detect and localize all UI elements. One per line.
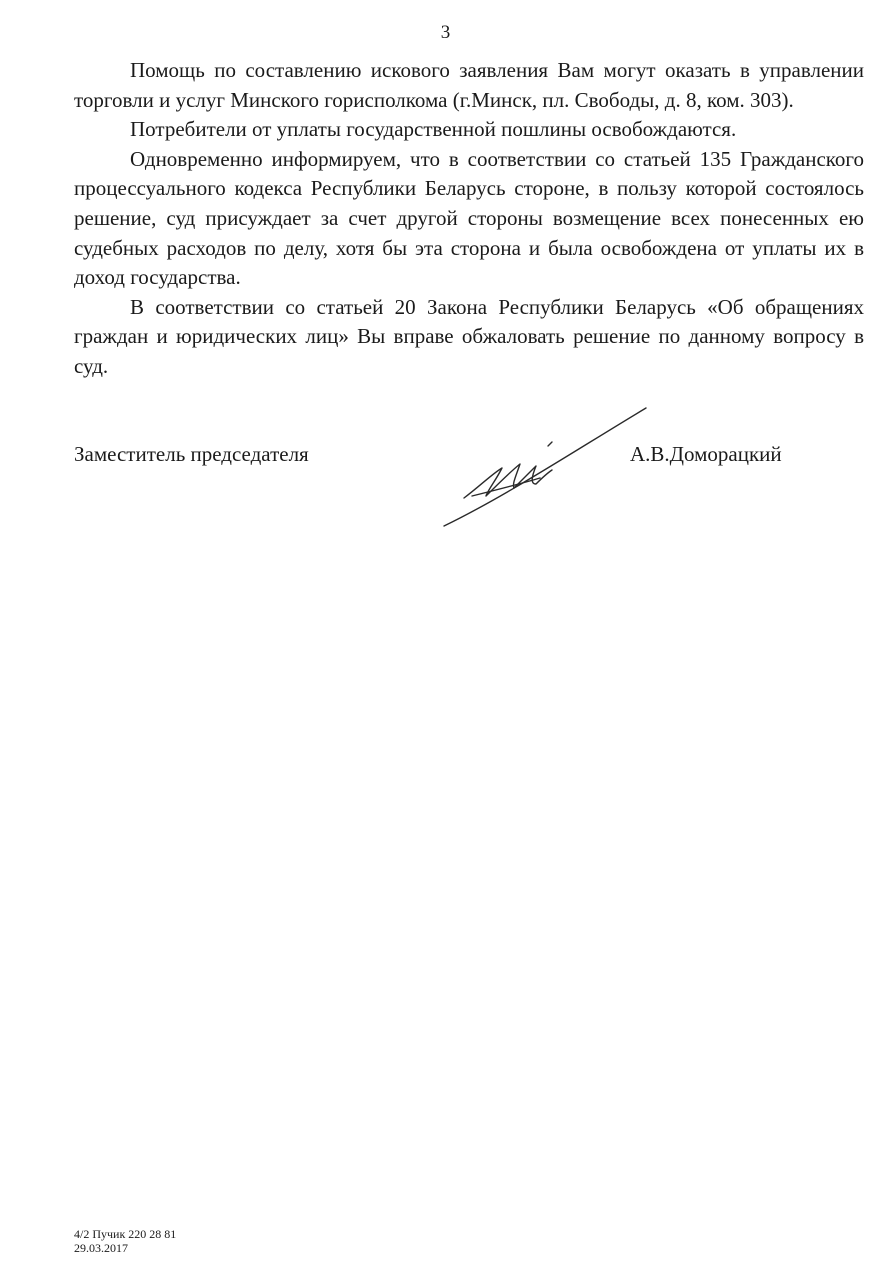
signature-tick xyxy=(548,442,552,446)
paragraph-appeal-right: В соответствии со статьей 20 Закона Республики Беларусь «Об обращениях граждан и юридических лиц» Вы вправе обжаловать решение по данному вопросу в суд. xyxy=(74,294,864,378)
document-date: 29.03.2017 xyxy=(74,1241,128,1255)
signature-scribble xyxy=(464,464,552,498)
page-number: 3 xyxy=(440,22,451,43)
signer-title: Заместитель председателя xyxy=(74,442,309,466)
paragraph-lawsuit-help: Помощь по составлению искового заявления Вам могут оказать в управлении торговли и услуг Минского горисполкома (г.Минск, пл. Свободы, д. 8, ком. 303). xyxy=(74,58,864,112)
signature-long-stroke xyxy=(444,408,646,526)
paragraph-fee-exemption: Потребители от уплаты государственной пошлины освобождаются. xyxy=(130,117,737,142)
paragraph-court-costs: Одновременно информируем, что в соответствии со статьей 135 Гражданского процессуального кодекса Республики Беларусь стороне, в пользу которой состоялось решение, суд присуждает за счет другой стороны возмещение всех понесенных ею судебных расходов по делу, хотя бы эта сторона и была освобождена от уплаты их в доход государства. xyxy=(74,146,864,290)
letter-body xyxy=(74,56,864,382)
executor-info: 4/2 Пучик 220 28 81 xyxy=(74,1227,177,1241)
executor-footer xyxy=(74,1227,176,1255)
signer-name: А.В.Доморацкий xyxy=(630,442,782,466)
handwritten-signature xyxy=(436,400,656,540)
